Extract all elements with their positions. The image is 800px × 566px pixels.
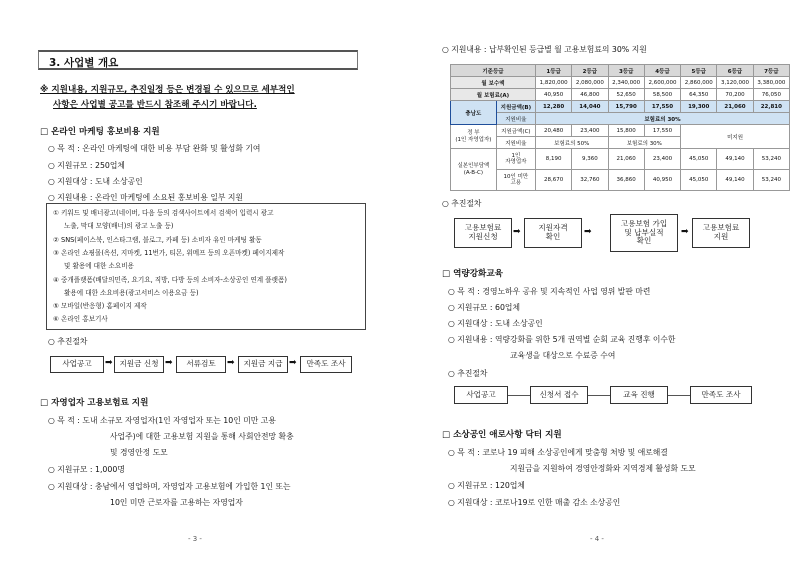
table-cell: 45,050 [681, 170, 717, 191]
promo-item: 활용에 대한 소요비용(광고서비스 이용요금 등) [64, 289, 199, 297]
table-cell: 40,950 [644, 170, 680, 191]
table-row [451, 77, 790, 89]
online-heading: □ 온라인 마케팅 홍보비용 지원 [40, 127, 160, 137]
actual-label: 실본인부담액 [457, 163, 490, 170]
table-cell: 14,040 [572, 101, 608, 113]
table-cell: 20,480 [535, 125, 571, 137]
online-purpose: ○ 목 적 : 온라인 마케팅에 대한 비용 부담 완화 및 활성화 기여 [48, 144, 261, 153]
capacity-purpose: ○ 목 적 : 경영노하우 공유 및 지속적인 사업 영위 발판 마련 [448, 287, 651, 296]
doctor-purpose-2: 지원금을 지원하여 경영안정화와 지역경제 활성화 도모 [510, 464, 696, 473]
table-header-row [451, 65, 790, 77]
table-cell: 월 보험료(A) [451, 89, 536, 101]
gov-label: 정 부 [467, 130, 480, 137]
table-cell: 46,800 [572, 89, 608, 101]
arrow-right-icon: ➡ [105, 358, 113, 368]
table-cell: 2등급 [572, 65, 608, 77]
table-cell: 2,860,000 [681, 77, 717, 89]
promo-item: ③ 온라인 쇼핑몰(옥션, 지마켓, 11번가, 티몬, 위메프 등의 오픈마켓) 페이지제작 [53, 249, 285, 257]
table-cell: 15,790 [608, 101, 644, 113]
notice-line-2: 사항은 사업별 공고를 반드시 참조해 주시기 바랍니다. [53, 100, 257, 110]
online-target: ○ 지원대상 : 도내 소상공인 [48, 177, 143, 186]
table-cell: 49,140 [717, 170, 753, 191]
table-cell: 53,240 [753, 149, 789, 170]
arrow-right-icon: ➡ [227, 358, 235, 368]
arrow-right-icon: ➡ [584, 227, 592, 237]
table-cell: 충남도 [451, 101, 497, 125]
table-cell: 지원비율 [496, 113, 535, 125]
flow-step-pay: 지원금 지급 [238, 356, 288, 373]
table-cell: 미지원 [681, 125, 790, 149]
table-row [451, 149, 790, 170]
table-cell: 지원금액(B) [496, 101, 535, 113]
table-cell: 6등급 [717, 65, 753, 77]
flow-step-announce: 사업공고 [50, 356, 104, 373]
table-cell: 17,550 [644, 101, 680, 113]
premium-subsidy-table [450, 64, 790, 191]
table-cell: 5등급 [681, 65, 717, 77]
table-cell: 23,400 [644, 149, 680, 170]
table-cell: 15,800 [608, 125, 644, 137]
promo-item: ⑤ 모바일(반응형) 홈페이지 제작 [53, 302, 147, 310]
table-row [451, 125, 790, 137]
row-label: 1인 [511, 152, 521, 159]
table-cell: 58,500 [644, 89, 680, 101]
insurance-process-label: ○ 추진절차 [442, 199, 482, 208]
table-cell: 3등급 [608, 65, 644, 77]
table-cell: 36,860 [608, 170, 644, 191]
table-cell: 7등급 [753, 65, 789, 77]
table-cell: 3,380,000 [753, 77, 789, 89]
table-cell [496, 149, 535, 170]
section-title [38, 50, 358, 70]
capacity-scale: ○ 지원규모 : 60업체 [448, 303, 520, 312]
insurance-heading: □ 자영업자 고용보험료 지원 [40, 398, 149, 408]
arrow-right-icon: ➡ [513, 227, 521, 237]
table-cell: 1,820,000 [535, 77, 571, 89]
table-cell: 4등급 [644, 65, 680, 77]
promo-items-box [46, 203, 366, 330]
right-page [400, 0, 800, 566]
insurance-target-2: 10인 미만 근로자를 고용하는 자영업자 [110, 498, 243, 507]
table-cell: 70,200 [717, 89, 753, 101]
table-cell: 9,360 [572, 149, 608, 170]
page-number: - 3 - [188, 535, 202, 543]
doctor-scale: ○ 지원규모 : 120업체 [448, 481, 525, 490]
doctor-heading: □ 소상공인 애로사항 닥터 지원 [442, 430, 562, 440]
promo-item: ⑥ 온라인 홍보기사 [53, 315, 108, 323]
flow-step-apply: 지원금 신청 [114, 356, 164, 373]
table-cell: 기준등급 [451, 65, 536, 77]
flow-step-application: 신청서 접수 [530, 386, 588, 404]
row-label-sub: 자영업자 [505, 159, 527, 165]
table-cell: 12,280 [535, 101, 571, 113]
capacity-heading: □ 역량강화교육 [442, 269, 503, 279]
actual-label-sub: (A-B-C) [463, 169, 484, 176]
insurance-content: ○ 지원내용 : 납부확인된 등급별 월 고용보험료의 30% 지원 [442, 45, 647, 54]
insurance-purpose-1: ○ 목 적 : 도내 소규모 자영업자(1인 자영업자 또는 10인 미만 고용 [48, 416, 276, 425]
insurance-scale: ○ 지원규모 : 1,000명 [48, 465, 125, 474]
table-row [451, 170, 790, 191]
flow-step-survey: 만족도 조사 [690, 386, 752, 404]
promo-item: 노출, 막대 모양(배너)의 광고 노출 등) [64, 222, 174, 230]
table-cell: 보험료의 50% [535, 137, 608, 149]
table-cell [496, 170, 535, 191]
row-label: 10인 미만 [503, 173, 529, 180]
table-cell: 21,060 [717, 101, 753, 113]
table-cell: 지원금액(C) [496, 125, 535, 137]
table-row [451, 101, 790, 113]
table-cell: 보험료의 30% [535, 113, 789, 125]
arrow-right-icon: ➡ [165, 358, 173, 368]
flow-connector [588, 395, 610, 396]
table-cell: 52,650 [608, 89, 644, 101]
online-scale: ○ 지원규모 : 250업체 [48, 161, 125, 170]
table-cell: 지원비율 [496, 137, 535, 149]
section-title-text: 3. 사업별 개요 [49, 57, 119, 69]
table-cell: 2,080,000 [572, 77, 608, 89]
flow-step-review: 서류검토 [176, 356, 226, 373]
flow-step-insurance-support: 고용보험료 지원 [692, 218, 750, 248]
table-cell: 76,050 [753, 89, 789, 101]
promo-item: ② SNS(페이스북, 인스타그램, 블로그, 카페 등) 소비자 유인 마케팅 활동 [53, 236, 262, 244]
table-cell: 28,670 [535, 170, 571, 191]
table-cell: 23,400 [572, 125, 608, 137]
table-cell: 40,950 [535, 89, 571, 101]
table-cell: 49,140 [717, 149, 753, 170]
table-cell: 1등급 [535, 65, 571, 77]
online-process-label: ○ 추진절차 [48, 337, 88, 346]
table-cell: 32,760 [572, 170, 608, 191]
insurance-target-1: ○ 지원대상 : 충남에서 영업하며, 자영업자 고용보험에 가입한 1인 또는 [48, 482, 291, 491]
table-cell [451, 149, 497, 191]
table-cell: 45,050 [681, 149, 717, 170]
table-row [451, 113, 790, 125]
page-number: - 4 - [590, 535, 604, 543]
promo-item: 및 활용에 대한 소요비용 [64, 262, 134, 270]
capacity-process-label: ○ 추진절차 [448, 369, 488, 378]
capacity-content-2: 교육생을 대상으로 수료증 수여 [510, 351, 616, 360]
flow-step-survey: 만족도 조사 [300, 356, 352, 373]
flow-step-education: 교육 진행 [610, 386, 668, 404]
arrow-right-icon: ➡ [681, 227, 689, 237]
online-content: ○ 지원내용 : 온라인 마케팅에 소요된 홍보비용 일부 지원 [48, 193, 243, 202]
flow-connector [668, 395, 690, 396]
insurance-purpose-2: 사업주)에 대한 고용보험 지원을 통해 사회안전망 확충 [110, 432, 294, 441]
flow-connector [508, 395, 530, 396]
flow-step-payment-check: 고용보험 가입 및 납부실적 확인 [610, 214, 678, 252]
flow-step-eligibility: 지원자격 확인 [524, 218, 582, 248]
table-cell: 보험료의 30% [608, 137, 681, 149]
promo-item: ① 키워드 및 배너광고(네이버, 다음 등의 검색사이트에서 검색어 입력시 광고 [53, 209, 274, 217]
table-cell: 21,060 [608, 149, 644, 170]
table-cell: 19,300 [681, 101, 717, 113]
table-cell: 8,190 [535, 149, 571, 170]
table-cell: 2,600,000 [644, 77, 680, 89]
promo-item: ④ 중개플랫폼(배달의민족, 요기요, 직방, 다방 등의 소비자-소상공인 연계 플랫폼) [53, 276, 287, 284]
table-cell: 22,810 [753, 101, 789, 113]
table-cell: 3,120,000 [717, 77, 753, 89]
table-cell: 17,550 [644, 125, 680, 137]
table-cell [451, 125, 497, 149]
gov-label-sub: (1인 자영업자) [455, 136, 492, 143]
flow-step-insurance-apply: 고용보험료 지원신청 [454, 218, 512, 248]
capacity-target: ○ 지원대상 : 도내 소상공인 [448, 319, 543, 328]
table-cell: 월 보수액 [451, 77, 536, 89]
doctor-target: ○ 지원대상 : 코로나19로 인한 매출 감소 소상공인 [448, 498, 621, 507]
table-cell: 53,240 [753, 170, 789, 191]
insurance-purpose-3: 및 경영안정 도모 [110, 448, 168, 457]
table-row [451, 89, 790, 101]
capacity-content-1: ○ 지원내용 : 역량강화를 위한 5개 권역별 순회 교육 진행후 이수한 [448, 335, 676, 344]
notice-line-1: ※ 지원내용, 지원규모, 추진일정 등은 변경될 수 있으므로 세부적인 [40, 85, 295, 95]
flow-step-announce: 사업공고 [454, 386, 508, 404]
table-cell: 2,340,000 [608, 77, 644, 89]
table-cell: 64,350 [681, 89, 717, 101]
doctor-purpose-1: ○ 목 적 : 코로나 19 피해 소상공인에게 맞춤형 처방 및 애로해결 [448, 448, 668, 457]
arrow-right-icon: ➡ [289, 358, 297, 368]
row-label-sub: 고용 [510, 180, 522, 186]
